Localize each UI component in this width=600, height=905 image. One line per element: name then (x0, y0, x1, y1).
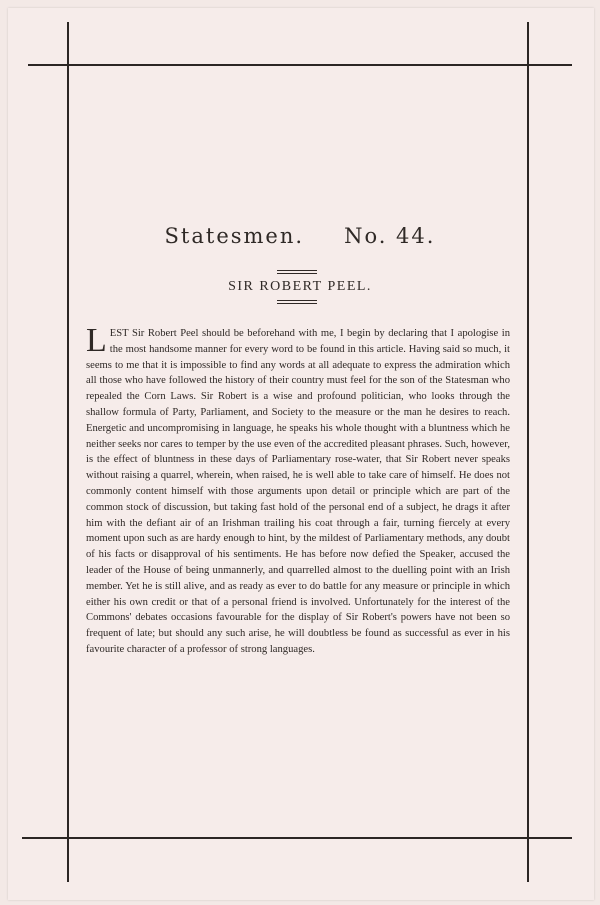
title-ornament-upper (277, 270, 317, 276)
drop-cap: L (86, 322, 107, 359)
frame-left-rule (67, 22, 69, 882)
article-subject: SIR ROBERT PEEL. (228, 279, 372, 294)
frame-top-rule (28, 64, 572, 66)
frame-right-rule (527, 22, 529, 882)
series-title: Statesmen. (164, 224, 305, 248)
series-number: No. 44. (344, 224, 436, 248)
frame-bottom-rule (22, 837, 572, 839)
title-ornament-lower (277, 300, 317, 306)
article-body (86, 322, 510, 658)
page-heading (70, 224, 530, 248)
article-text: EST Sir Robert Peel should be beforehand with me, I begin by declaring that I apologise in the most handsome manner for every word to be found in this article. Having said so much, it seems to me that it is impossible to find any words at all adequate to express the admiration which all those who have followed the history of their country must feel for the son of the Statesman who repealed the Corn Laws. Sir Robert is a wise and profound politician, who looks through the shallow formula of Party, Parliament, and Society to the measure or the man he desires to reach. Energetic and uncompromising in language, he speaks his whole thought with a bluntness which he neither seeks nor cares to temper by the use even of the accredited pleasant phrases. Such, however, is the effect of bluntness in these days of Parliamentary rose-water, that Sir Robert never speaks without raising a quarrel, wherein, when raised, he is well able to take care of himself. He does not commonly content himself with those arguments upon detail or principle which are part of the common stock of discussion, but taking fast hold of the personal end of a subject, he drags it after him with the defiant air of an Irishman trailing his coat through a fair, turning fiercely at every moment upon such as are hardy enough to hint, by the mildest of Parliamentary methods, any doubt of his facts or disapproval of his sentiments. He has before now defied the Speaker, accused the leader of the House of being unmannerly, and quarrelled almost to the duelling point with an Irish member. Yet he is still alive, and as ready as ever to do battle for any measure or principle in which either his own credit or that of a personal friend is involved. Unfortunately for the interest of the Commons' debates occasions favourable for the display of Sir Robert's powers have not been so frequent of late; but should any such arise, he will doubtless be found as successful as ever in his favourite character of a professor of strong languages. (86, 328, 510, 655)
